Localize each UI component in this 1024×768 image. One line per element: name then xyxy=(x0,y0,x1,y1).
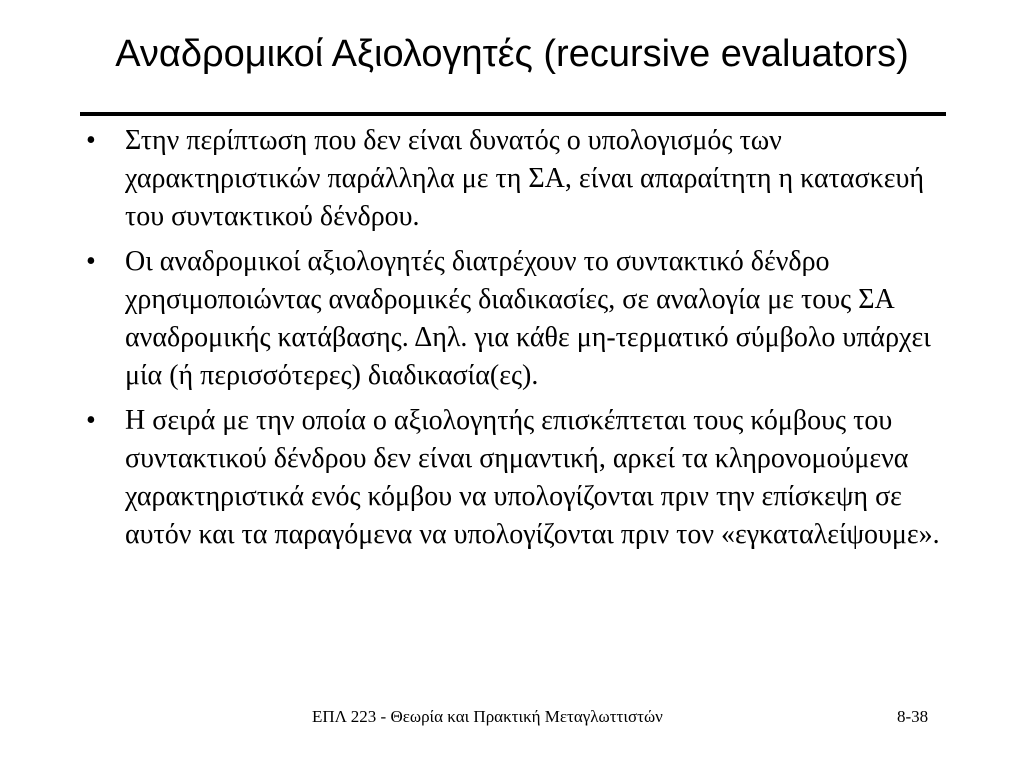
title-underline xyxy=(80,112,946,116)
bullet-item-3 xyxy=(86,402,956,554)
footer-course-name: ΕΠΛ 223 - Θεωρία και Πρακτική Μεταγλωττιστών xyxy=(312,707,663,726)
bullet-list xyxy=(86,122,956,561)
bullet-icon: • xyxy=(86,405,96,436)
bullet-icon: • xyxy=(86,246,96,277)
bullet-text-1: Στην περίπτωση που δεν είναι δυνατός ο υπολογισμός των χαρακτηριστικών παράλληλα με τη ΣΑ, είναι απαραίτητη η κατασκευή του συντακτικού δένδρου. xyxy=(125,125,925,232)
footer-page-number: 8-38 xyxy=(897,707,929,726)
bullet-item-2 xyxy=(86,243,956,395)
bullet-text-2: Οι αναδρομικοί αξιολογητές διατρέχουν το συντακτικό δένδρο χρησιμοποιώντας αναδρομικές διαδικασίες, σε αναλογία με τους ΣΑ αναδρομικής κατάβασης. Δηλ. για κάθε μη-τερματικό σύμβολο υπάρχει μία (ή περισσότερες) διαδικασία(ες). xyxy=(125,246,931,391)
bullet-text-3: Η σειρά με την οποία ο αξιολογητής επισκέπτεται τους κόμβους του συντακτικού δένδρου δεν είναι σημαντική, αρκεί τα κληρονομούμενα χαρακτηριστικά ενός κόμβου να υπολογίζονται πριν την επίσκεψη σε αυτόν και τα παραγόμενα να υπολογίζονται πριν τον «εγκαταλείψουμε». xyxy=(125,405,940,550)
bullet-icon: • xyxy=(86,125,96,156)
bullet-item-1 xyxy=(86,122,956,236)
slide-title: Αναδρομικοί Αξιολογητές (recursive evaluators) xyxy=(115,33,909,75)
